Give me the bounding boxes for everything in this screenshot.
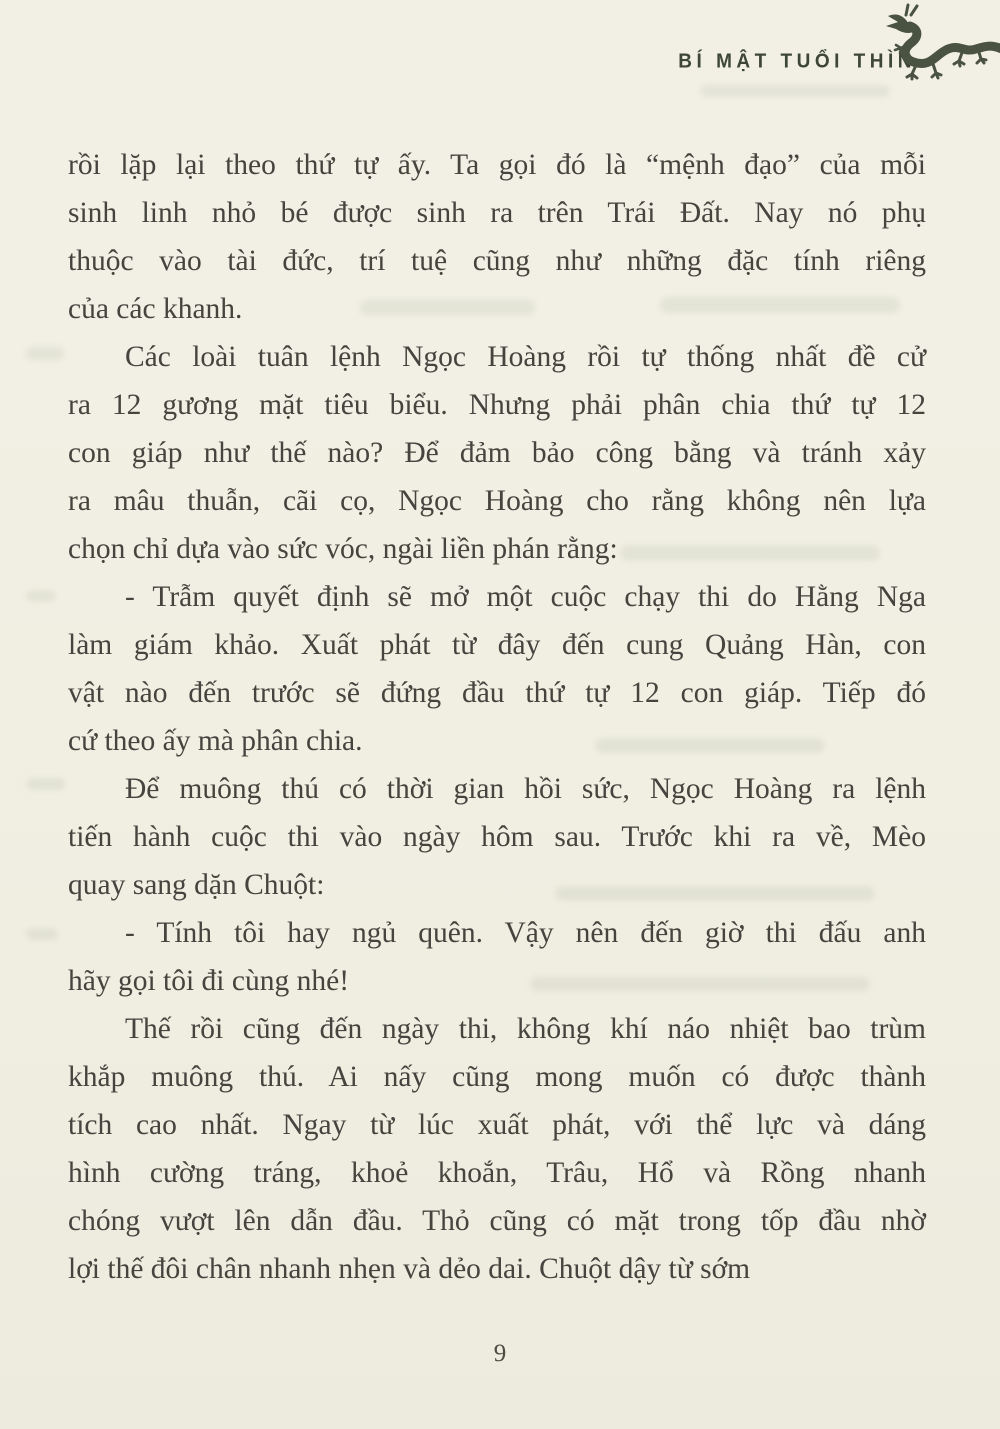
- text-line: ra mâu thuẫn, cãi cọ, Ngọc Hoàng cho rằng không nên lựa: [68, 485, 926, 517]
- text-line: - Trẫm quyết định sẽ mở một cuộc chạy thi do Hằng Nga: [125, 581, 926, 613]
- text-line: rồi lặp lại theo thứ tự ấy. Ta gọi đó là “mệnh đạo” của mỗi: [68, 149, 926, 181]
- text-line: Các loài tuân lệnh Ngọc Hoàng rồi tự thống nhất đề cử: [125, 341, 926, 373]
- text-line: thuộc vào tài đức, trí tuệ cũng như những đặc tính riêng: [68, 245, 926, 277]
- text-line: hãy gọi tôi đi cùng nhé!: [68, 965, 350, 997]
- text-line: tích cao nhất. Ngay từ lúc xuất phát, với thể lực và dáng: [68, 1109, 926, 1141]
- text-line: lợi thế đôi chân nhanh nhẹn và dẻo dai. Chuột dậy từ sớm: [68, 1253, 751, 1285]
- text-line: chóng vượt lên dẫn đầu. Thỏ cũng có mặt trong tốp đầu nhờ: [68, 1205, 926, 1237]
- text-line: sinh linh nhỏ bé được sinh ra trên Trái Đất. Nay nó phụ: [68, 197, 926, 229]
- text-line: tiến hành cuộc thi vào ngày hôm sau. Trước khi ra về, Mèo: [68, 821, 926, 853]
- body-text: [68, 141, 926, 1293]
- text-line: - Tính tôi hay ngủ quên. Vậy nên đến giờ thi đấu anh: [125, 917, 926, 949]
- bleedthrough-artifact: [26, 347, 64, 360]
- running-head-title: BÍ MẬT TUỔI THÌN: [678, 50, 916, 73]
- text-line: làm giám khảo. Xuất phát từ đây đến cung Quảng Hàn, con: [68, 629, 926, 661]
- text-line: quay sang dặn Chuột:: [68, 869, 325, 901]
- text-line: vật nào đến trước sẽ đứng đầu thứ tự 12 con giáp. Tiếp đó: [68, 677, 926, 709]
- text-line: Thế rồi cũng đến ngày thi, không khí náo nhiệt bao trùm: [125, 1013, 926, 1045]
- text-line: ra 12 gương mặt tiêu biểu. Nhưng phải phân chia thứ tự 12: [68, 389, 926, 421]
- text-line: cứ theo ấy mà phân chia.: [68, 725, 363, 757]
- dragon-icon: [866, 2, 1000, 102]
- bleedthrough-artifact: [700, 85, 890, 97]
- bleedthrough-artifact: [26, 590, 56, 602]
- text-line: khắp muông thú. Ai nấy cũng mong muốn có được thành: [68, 1061, 926, 1093]
- text-line: Để muông thú có thời gian hồi sức, Ngọc Hoàng ra lệnh: [125, 773, 926, 805]
- text-line: của các khanh.: [68, 293, 243, 325]
- text-line: chọn chỉ dựa vào sức vóc, ngài liền phán rằng:: [68, 533, 618, 565]
- page-number: 9: [493, 1340, 507, 1367]
- text-line: hình cường tráng, khoẻ khoắn, Trâu, Hổ và Rồng nhanh: [68, 1157, 926, 1189]
- bleedthrough-artifact: [26, 778, 66, 790]
- text-line: con giáp như thế nào? Để đảm bảo công bằng và tránh xảy: [68, 437, 926, 469]
- bleedthrough-artifact: [26, 928, 58, 940]
